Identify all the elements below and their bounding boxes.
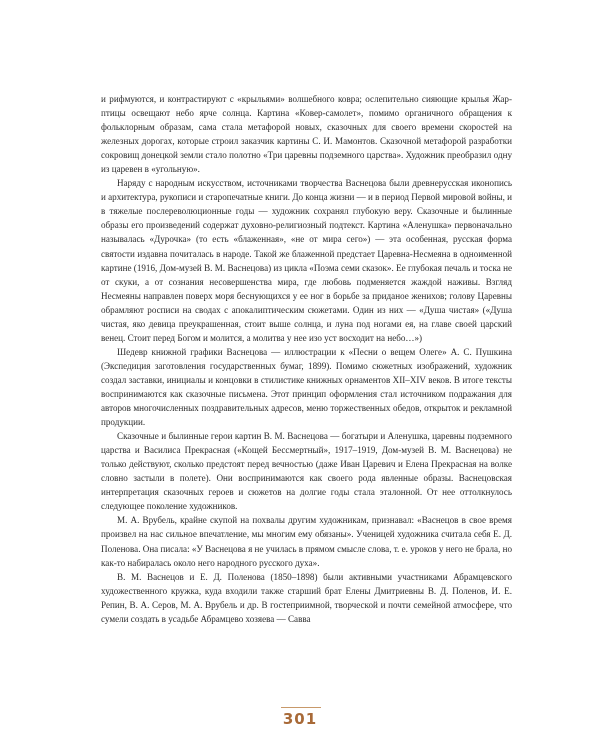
page-number: 301 xyxy=(282,710,318,728)
footer-rule xyxy=(281,707,321,708)
paragraph-5: М. А. Врубель, крайне скупой на похвалы другим художникам, признавал: «Васнецов в свое время произвел на нас сильное впечатление, мы многим ему обязаны». Ученицей художника считала себя Е. Д. Поленова. Она писала: «У Васнецова я не училась в прямом смысле слова, т. е. уроков у него не брала, но как-то набиралась около него народного русского духа». xyxy=(101,515,512,568)
body-text xyxy=(101,92,512,626)
paragraph-6: В. М. Васнецов и Е. Д. Поленова (1850–1898) были активными участниками Абрамцевского художественного кружка, куда входили также старший брат Елены Дмитриевны В. Д. Поленов, И. Е. Репин, В. А. Серов, М. А. Врубель и др. В гостеприимной, творческой и почти семейной атмосфере, что сумели создать в усадьбе Абрамцево хозяева — Савва xyxy=(101,571,512,624)
paragraph-2: Наряду с народным искусством, источниками творчества Васнецова были древнерусская иконопись и архитектура, рукописи и старопечатные книги. До конца жизни — и в период Первой мировой войны, и в тяжелые послереволюционные годы — художник сохранял глубокую веру. Сказочные и былинные образы его произведений содержат духовно-религиозный подтекст. Картина «Аленушка» первоначально называлась «Дурочка» (то есть «блаженная», «не от мира сего») — эта особенная, русская форма святости издавна почиталась в народе. Такой же блаженной предстает Царевна-Несмеяна в одноименной картине (1916, Дом-музей В. М. Васнецова) из цикла «Поэма семи сказок». Ее глубокая печаль и тоска не от скуки, а от сознания несовершенства мира, где любовь подменяется жаждой наживы. Взгляд Несмеяны направлен поверх моря беснующихся у ее ног в борьбе за приданое женихов; голову Царевны обрамляют росписи на сводах с апокалиптическим сюжетами. Один из них — «Душа чистая» («Душа чистая, яко девица преукрашенная, стоит выше солнца, и луна под ногами ея, на главе своей царский венец. Стоит перед Богом и молится, а молитва у нее изо уст восходит на небо…») xyxy=(101,178,512,343)
paragraph-1: и рифмуются, и контрастируют с «крыльями» волшебного ковра; ослепительно сияющие крылья Жар-птицы освещают небо ярче солнца. Картина «Ковер-самолет», помимо органичного обращения к фольклорным образам, сама стала метафорой новых, сказочных для своего времени скоростей на железных дорогах, которые строил заказчик картины С. И. Мамонтов. Сказочной метафорой разработки сокровищ донецкой земли стало полотно «Три царевны подземного царства». Художник преобразил одну из царевен в «угольную». xyxy=(101,94,512,175)
paragraph-3: Шедевр книжной графики Васнецова — иллюстрации к «Песни о вещем Олеге» А. С. Пушкина (Экспедиция заготовления государственных бумаг, 1899). Помимо сюжетных изображений, художник создал заставки, инициалы и концовки в стилистике книжных орнаментов XII–XIV веков. В итоге тексты воспринимаются как сказочные письмена. Этот принцип оформления стал источником подражания для авторов многочисленных поздравительных адресов, меню торжественных обедов, открыток и рекламной продукции. xyxy=(101,346,512,428)
paragraph-4: Сказочные и былинные герои картин В. М. Васнецова — богатыри и Аленушка, царевны подземного царства и Василиса Прекрасная («Кощей Бессмертный», 1917–1919, Дом-музей В. М. Васнецова) не только действуют, сколько предстоят перед вечностью (даже Иван Царевич и Елена Прекрасная на волке словно застыли в полете). Они воспринимаются как своего рода явленные образы. Васнецовская интерпретация сказочных героев и сюжетов на долгие годы стала эталонной. От нее оттолкнулось следующее поколение художников. xyxy=(101,431,512,512)
